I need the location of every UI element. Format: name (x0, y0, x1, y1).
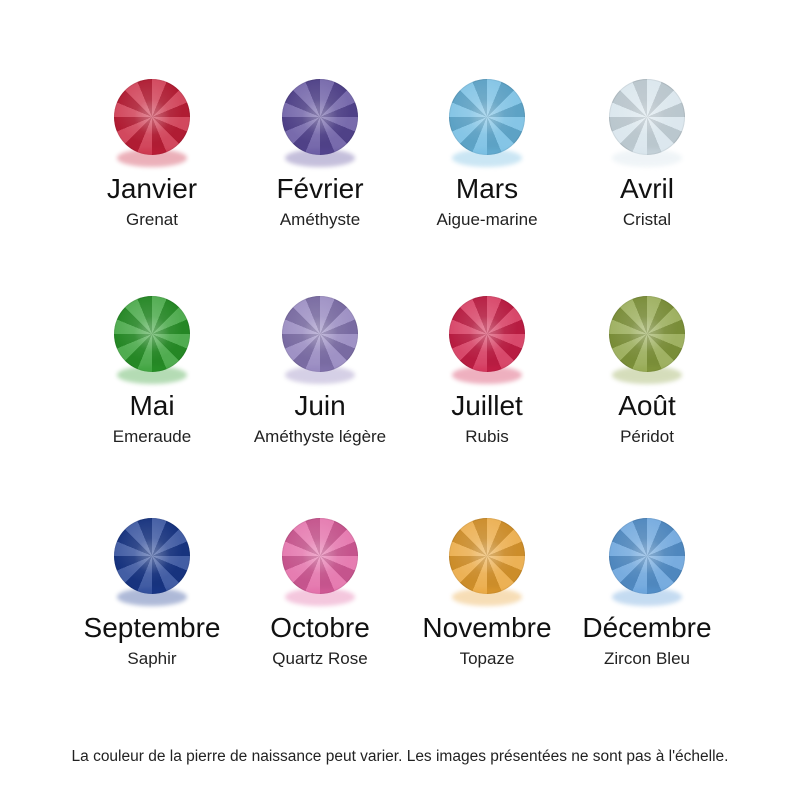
birthstone-item (557, 79, 737, 231)
gem-shadow (612, 366, 682, 384)
birthstone-item (62, 79, 242, 231)
gemstone-image (282, 518, 358, 594)
stone-name: Grenat (126, 210, 178, 229)
gemstone-image (609, 79, 685, 155)
gemstone-image (114, 79, 190, 155)
gemstone-image (282, 79, 358, 155)
gem-shadow (117, 366, 187, 384)
stone-name: Aigue-marine (436, 210, 538, 229)
gem-shadow (117, 149, 187, 167)
month-label: Février (276, 173, 364, 204)
disclaimer-text: La couleur de la pierre de naissance peut varier. Les images présentées ne sont pas à l'échelle. (71, 748, 729, 765)
stone-name: Emeraude (112, 427, 192, 446)
gemstone-image (449, 79, 525, 155)
gemstone-image (449, 296, 525, 372)
month-label: Juin (294, 390, 346, 421)
birthstone-item (397, 296, 577, 448)
birthstone-item (557, 296, 737, 448)
birthstone-item (397, 518, 577, 670)
birthstone-item (397, 79, 577, 231)
gemstone-image (609, 518, 685, 594)
month-label: Août (618, 390, 676, 421)
gem-shadow (452, 588, 522, 606)
gem-shadow (452, 149, 522, 167)
birthstone-item (62, 518, 242, 670)
gem-shadow (285, 588, 355, 606)
gemstone-image (282, 296, 358, 372)
gem-shadow (452, 366, 522, 384)
gem-shadow (612, 588, 682, 606)
month-label: Mars (455, 173, 519, 204)
gem-shadow (612, 149, 682, 167)
stone-name: Cristal (622, 210, 672, 229)
stone-name: Topaze (459, 649, 515, 668)
gemstone-image (449, 518, 525, 594)
birthstone-item (557, 518, 737, 670)
birthstone-item (230, 518, 410, 670)
stone-name: Péridot (620, 427, 674, 446)
gem-shadow (117, 588, 187, 606)
gem-shadow (285, 149, 355, 167)
month-label: Juillet (451, 390, 523, 421)
stone-name: Saphir (127, 649, 177, 668)
stone-name: Quartz Rose (272, 649, 368, 668)
month-label: Novembre (422, 612, 552, 643)
month-label: Avril (620, 173, 674, 204)
month-label: Mai (129, 390, 175, 421)
birthstone-item (230, 296, 410, 448)
month-label: Décembre (582, 612, 712, 643)
stone-name: Améthyste (279, 210, 361, 229)
stone-name: Zircon Bleu (604, 649, 690, 668)
gemstone-image (114, 518, 190, 594)
month-label: Octobre (270, 612, 370, 643)
stone-name: Améthyste légère (253, 427, 387, 446)
gem-shadow (285, 366, 355, 384)
gemstone-image (114, 296, 190, 372)
month-label: Septembre (83, 612, 221, 643)
stone-name: Rubis (465, 427, 509, 446)
month-label: Janvier (106, 173, 198, 204)
birthstone-item (230, 79, 410, 231)
gemstone-image (609, 296, 685, 372)
birthstone-item (62, 296, 242, 448)
